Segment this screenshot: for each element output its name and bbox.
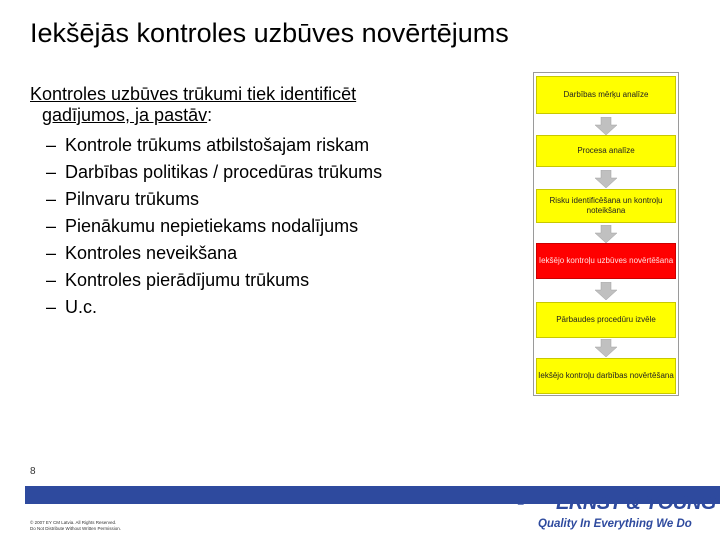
ernst-young-logo-mark-icon: [516, 492, 556, 514]
bullet-item: – U.c.: [46, 294, 382, 321]
lead-line-2: [30, 105, 450, 126]
page-number: 8: [30, 466, 36, 477]
lead-line-2-underlined: gadījumos, ja pastāv: [42, 105, 208, 125]
bullet-item: – Pienākumu nepietiekams nodalījums: [46, 213, 382, 240]
lead-line-1: Kontroles uzbūves trūkumi tiek identificēt: [30, 84, 357, 104]
bullet-item: – Kontroles pierādījumu trūkums: [46, 267, 382, 294]
lead-line-2-suffix: :: [207, 105, 213, 125]
down-arrow-icon: [595, 170, 617, 188]
bullet-item: – Kontroles neveikšana: [46, 240, 382, 267]
company-logo-text: ERNST & YOUNG: [556, 492, 716, 514]
down-arrow-icon: [595, 225, 617, 243]
flow-step-6: Iekšējo kontroļu darbības novērtēšana: [536, 358, 676, 394]
flow-step-3: Risku identificēšana un kontroļu noteikšana: [536, 189, 676, 223]
flow-step-5: Pārbaudes procedūru izvēle: [536, 302, 676, 338]
bullet-list: [46, 132, 382, 321]
copyright-line-1: © 2007 EY CM Latvia. All Rights Reserved.: [30, 520, 117, 525]
down-arrow-icon: [595, 339, 617, 357]
down-arrow-icon: [595, 117, 617, 135]
bullet-item: – Pilnvaru trūkums: [46, 186, 382, 213]
company-tagline: Quality In Everything We Do: [538, 518, 692, 530]
page-title: Iekšējās kontroles uzbūves novērtējums: [30, 18, 509, 48]
flow-step-2: Procesa analīze: [536, 135, 676, 167]
lead-paragraph: [30, 84, 450, 126]
bullet-item: – Darbības politikas / procedūras trūkums: [46, 159, 382, 186]
copyright-notice: [30, 520, 121, 532]
flow-step-1: Darbības mērķu analīze: [536, 76, 676, 114]
bullet-item: – Kontrole trūkums atbilstošajam riskam: [46, 132, 382, 159]
flow-step-4-highlighted: Iekšējo kontroļu uzbūves novērtēšana: [536, 243, 676, 279]
process-flow-diagram: [533, 72, 679, 396]
down-arrow-icon: [595, 282, 617, 300]
copyright-line-2: Do Not Distribute Without Written Permission.: [30, 526, 121, 531]
